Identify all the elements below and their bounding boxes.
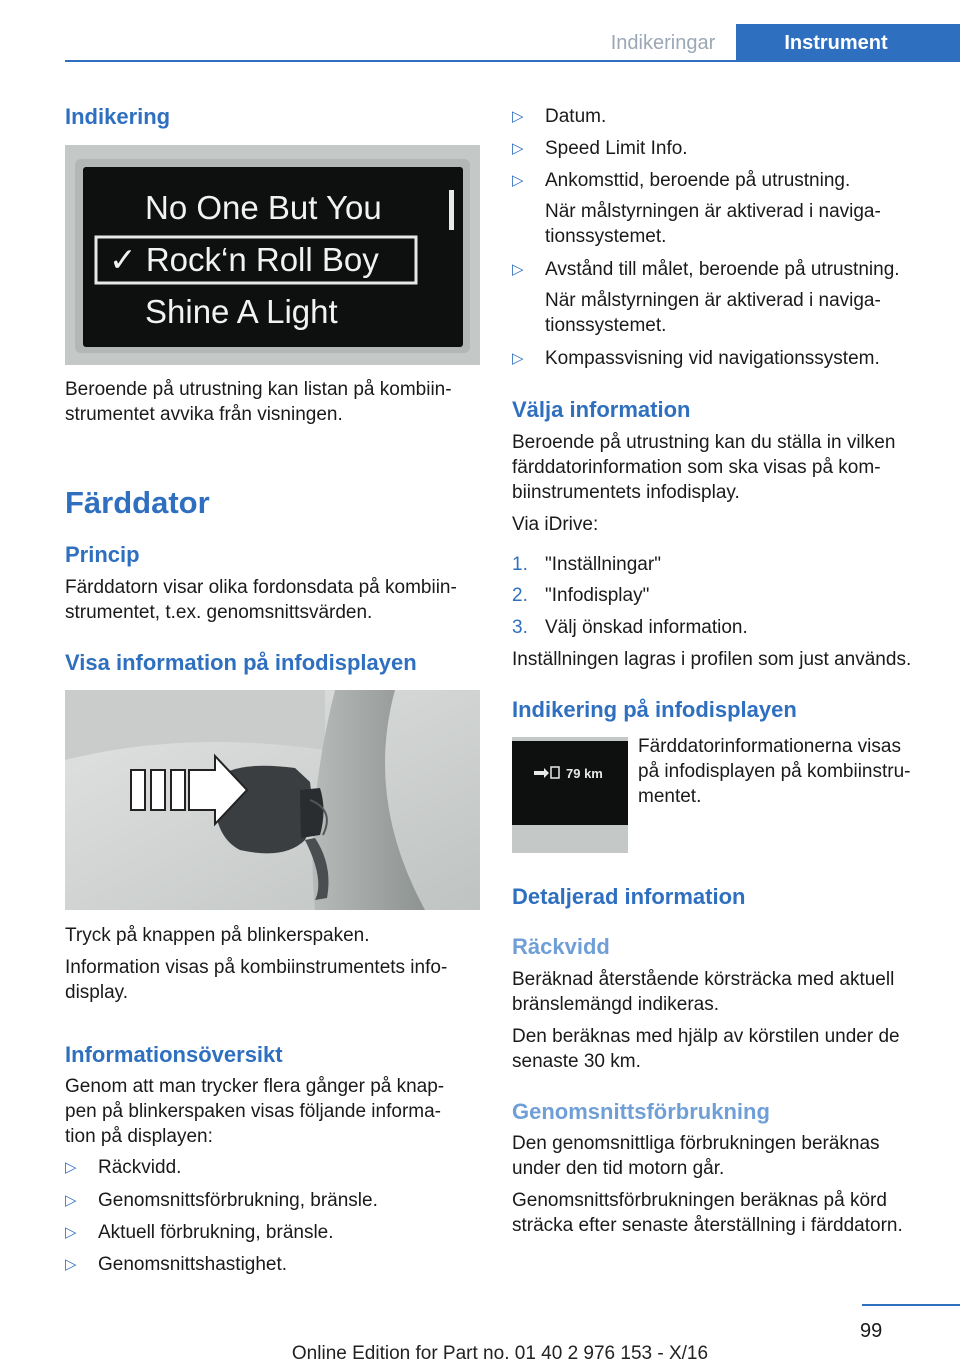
text-line: Genom att man trycker flera gånger på knap‐ bbox=[65, 1076, 445, 1097]
list-item-subtext: När målstyrningen är aktiverad i naviga‐ bbox=[545, 290, 881, 311]
triangle-bullet-icon: ▷ bbox=[65, 1192, 77, 1209]
text-line: mentet. bbox=[638, 786, 702, 807]
list-item-subtext: tionssystemet. bbox=[545, 315, 667, 336]
text-line: Färddatorn visar olika fordonsdata på kombiin‐ bbox=[65, 577, 457, 598]
paragraph-genomsnitt bbox=[512, 1131, 903, 1238]
triangle-bullet-icon: ▷ bbox=[512, 108, 524, 125]
text-line: sträcka efter senaste återställning i färddatorn. bbox=[512, 1215, 903, 1236]
text-line: på infodisplayen på kombiinstru‐ bbox=[638, 761, 911, 782]
display-item-2: ✓ Rock‘n Roll Boy bbox=[109, 241, 379, 278]
text-line: Beräknad återstående körsträcka med aktuell bbox=[512, 969, 895, 990]
step-text: Välj önskad information. bbox=[545, 617, 748, 638]
list-item-text: Räckvidd. bbox=[98, 1157, 182, 1178]
paragraph-rackvidd bbox=[512, 967, 900, 1074]
triangle-bullet-icon: ▷ bbox=[65, 1256, 77, 1273]
list-item-text: Aktuell förbrukning, bränsle. bbox=[98, 1222, 334, 1243]
paragraph-via-idrive: Via iDrive: bbox=[512, 514, 599, 535]
heading-valja-information: Välja information bbox=[512, 397, 691, 422]
text-line: Beroende på utrustning kan du ställa in vilken bbox=[512, 432, 896, 453]
text-line: tion på displayen: bbox=[65, 1126, 213, 1147]
text-line: bränslemängd indikeras. bbox=[512, 994, 720, 1015]
paragraph-infodisplay bbox=[638, 734, 911, 809]
header-rule bbox=[65, 60, 960, 62]
heading-informationsoversikt: Informationsöversikt bbox=[65, 1042, 283, 1067]
list-item-text: Kompassvisning vid navigationssystem. bbox=[545, 348, 880, 369]
triangle-bullet-icon: ▷ bbox=[512, 140, 524, 157]
display-item-1: No One But You bbox=[145, 189, 382, 226]
paragraph-setting-saved: Inställningen lagras i profilen som just används. bbox=[512, 649, 912, 670]
text-line: strumentet, t.ex. genomsnittsvärden. bbox=[65, 602, 373, 623]
text-line: Färddatorinformationerna visas bbox=[638, 736, 901, 757]
text-line: biinstrumentets infodisplay. bbox=[512, 482, 740, 503]
footer-rule bbox=[862, 1304, 960, 1306]
heading-visa-information: Visa information på infodisplayen bbox=[65, 650, 417, 675]
text-line: Den genomsnittliga förbrukningen beräknas bbox=[512, 1133, 880, 1154]
list-item-text: Datum. bbox=[545, 106, 607, 127]
heading-genomsnittsforbrukning: Genomsnittsförbrukning bbox=[512, 1099, 770, 1124]
paragraph-info-shown bbox=[65, 955, 447, 1005]
paragraph-press-button: Tryck på knappen på blinkerspaken. bbox=[65, 925, 370, 946]
list-item-text: Avstånd till målet, beroende på utrustning. bbox=[545, 259, 900, 280]
text-line: display. bbox=[65, 982, 129, 1003]
turn-signal-stalk-image bbox=[65, 690, 480, 910]
step-number: 2. bbox=[512, 585, 528, 606]
list-item-text: Ankomsttid, beroende på utrustning. bbox=[545, 170, 851, 191]
step-text: "Inställningar" bbox=[545, 554, 661, 575]
display-item-3: Shine A Light bbox=[145, 293, 338, 330]
triangle-bullet-icon: ▷ bbox=[512, 172, 524, 189]
infodisplay-range-value: 79 km bbox=[566, 766, 603, 781]
infodisplay-range-graphic bbox=[512, 737, 628, 853]
text-line: strumentet avvika från visningen. bbox=[65, 404, 343, 425]
infodisplay-range-image bbox=[512, 737, 628, 853]
turn-signal-stalk-graphic bbox=[65, 690, 480, 910]
paragraph-select-info bbox=[512, 430, 895, 505]
header-tab-instrument[interactable]: Instrument bbox=[736, 24, 960, 62]
instrument-list-display-image bbox=[65, 145, 480, 365]
text-line: senaste 30 km. bbox=[512, 1051, 641, 1072]
heading-indikering: Indikering bbox=[65, 104, 171, 129]
triangle-bullet-icon: ▷ bbox=[512, 350, 524, 367]
heading-detaljerad-information: Detaljerad information bbox=[512, 884, 746, 909]
heading-farddator: Färddator bbox=[65, 485, 210, 520]
text-line: Genomsnittsförbrukningen beräknas på körd bbox=[512, 1190, 887, 1211]
list-item-text: Genomsnittsförbrukning, bränsle. bbox=[98, 1190, 378, 1211]
list-item-subtext: När målstyrningen är aktiverad i naviga‐ bbox=[545, 201, 881, 222]
text-line: Beroende på utrustning kan listan på kombiin‐ bbox=[65, 379, 452, 400]
triangle-bullet-icon: ▷ bbox=[65, 1159, 77, 1176]
triangle-bullet-icon: ▷ bbox=[512, 261, 524, 278]
step-text: "Infodisplay" bbox=[545, 585, 650, 606]
text-line: under den tid motorn går. bbox=[512, 1158, 725, 1179]
heading-indikering-infodisplayen: Indikering på infodisplayen bbox=[512, 697, 797, 722]
text-line: Information visas på kombiinstrumentets info‐ bbox=[65, 957, 448, 978]
page-number: 99 bbox=[860, 1320, 883, 1342]
step-number: 1. bbox=[512, 554, 528, 575]
triangle-bullet-icon: ▷ bbox=[65, 1224, 77, 1241]
text-line: Den beräknas med hjälp av körstilen under de bbox=[512, 1026, 900, 1047]
step-number: 3. bbox=[512, 617, 528, 638]
instrument-list-display-graphic bbox=[65, 145, 480, 365]
list-item-text: Genomsnittshastighet. bbox=[98, 1254, 288, 1275]
heading-rackvidd: Räckvidd bbox=[512, 934, 610, 959]
list-item-text: Speed Limit Info. bbox=[545, 138, 688, 159]
paragraph-overview bbox=[65, 1074, 444, 1149]
header-tab-indikeringar[interactable]: Indikeringar bbox=[610, 32, 716, 54]
paragraph-princip bbox=[65, 575, 457, 625]
list-item-subtext: tionssystemet. bbox=[545, 226, 667, 247]
text-line: pen på blinkerspaken visas följande informa‐ bbox=[65, 1101, 441, 1122]
text-line: färddatorinformation som ska visas på kom‐ bbox=[512, 457, 881, 478]
heading-princip: Princip bbox=[65, 542, 140, 567]
paragraph-list-variation bbox=[65, 377, 452, 427]
footer-edition-text: Online Edition for Part no. 01 40 2 976 153 - X/16 bbox=[291, 1343, 709, 1362]
